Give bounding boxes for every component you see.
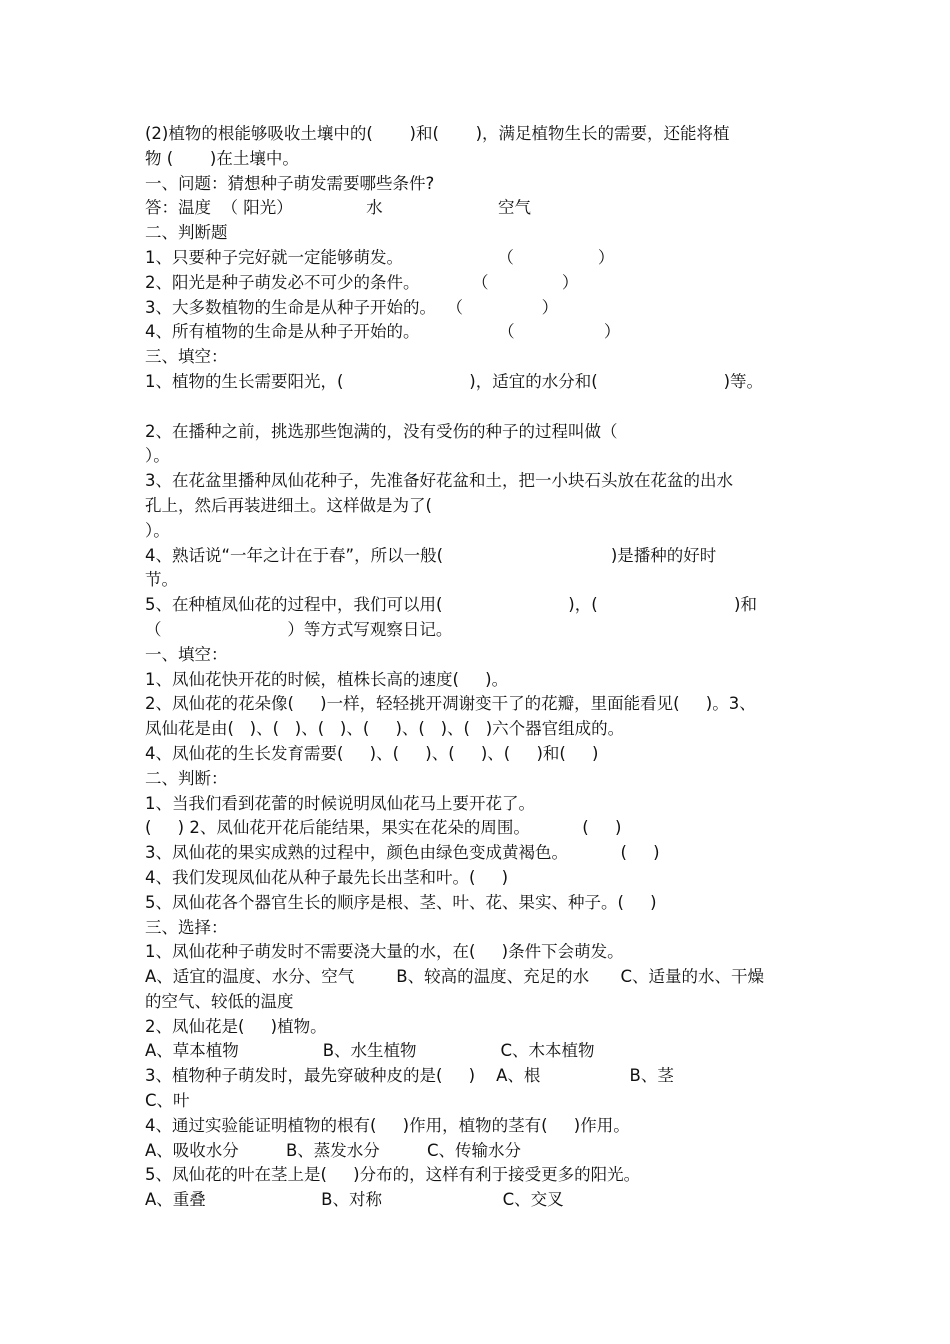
blank-spacer <box>145 395 835 420</box>
section-heading: 一、填空： <box>145 644 228 664</box>
choice-options: A、适宜的温度、水分、空气 B、较高的温度、充足的水 C、适量的水、干燥 <box>145 967 765 987</box>
text-line: 凤仙花是由( )、( )、( )、( )、( )、( )六个器官组成的。 <box>145 719 625 739</box>
fill-blank-item: 4、凤仙花的生长发育需要( )、( )、( )、( )和( ) <box>145 743 599 763</box>
fill-blank-item: 3、在花盆里播种凤仙花种子，先准备好花盆和土，把一小块石头放在花盆的出水 <box>145 471 733 491</box>
worksheet-content <box>145 122 835 1213</box>
judgment-item: 3、大多数植物的生命是从种子开始的。 （ ） <box>145 297 559 317</box>
choice-options: 的空气、较低的温度 <box>145 991 294 1011</box>
choice-question: 2、凤仙花是( )植物。 <box>145 1016 327 1036</box>
text-line: ）。 <box>145 446 170 466</box>
choice-question: 1、凤仙花种子萌发时不需要浇大量的水，在( )条件下会萌发。 <box>145 942 624 962</box>
fill-blank-item: 1、凤仙花快开花的时候，植株长高的速度( )。 <box>145 669 509 689</box>
judgment-item: 2、阳光是种子萌发必不可少的条件。 （ ） <box>145 272 579 292</box>
judgment-item: 4、我们发现凤仙花从种子最先长出茎和叶。( ) <box>145 867 509 887</box>
text-line: 物 ( )在土壤中。 <box>145 148 299 168</box>
text-line: ）。 <box>145 520 170 540</box>
text-line: 节。 <box>145 570 178 590</box>
fill-blank-item: 2、凤仙花的花朵像( )一样，轻轻挑开凋谢变干了的花瓣，里面能看见( )。3、 <box>145 694 756 714</box>
text-line: （ ）等方式写观察日记。 <box>145 619 453 639</box>
judgment-item: 1、当我们看到花蕾的时候说明凤仙花马上要开花了。 <box>145 793 535 813</box>
fill-blank-item: 4、熟话说“一年之计在于春”，所以一般( )是播种的好时 <box>145 545 717 565</box>
judgment-item: 1、只要种子完好就一定能够萌发。 （ ） <box>145 247 615 267</box>
text-line: (2)植物的根能够吸收土壤中的( )和( )，满足植物生长的需要，还能将植 <box>145 124 730 143</box>
choice-question: 3、植物种子萌发时，最先穿破种皮的是( ) A、根 B、茎 <box>145 1066 674 1086</box>
fill-blank-item: 1、植物的生长需要阳光，( )，适宜的水分和( )等。 <box>145 371 764 391</box>
section-heading: 一、问题：猜想种子萌发需要哪些条件? <box>145 173 435 193</box>
judgment-item: 4、所有植物的生命是从种子开始的。 （ ） <box>145 322 621 342</box>
choice-options: A、重叠 B、对称 C、交叉 <box>145 1190 564 1210</box>
judgment-item: 5、凤仙花各个器官生长的顺序是根、茎、叶、花、果实、种子。( ) <box>145 892 657 912</box>
choice-options: A、吸收水分 B、蒸发水分 C、传输水分 <box>145 1140 522 1160</box>
judgment-item: 3、凤仙花的果实成熟的过程中，颜色由绿色变成黄褐色。 ( ) <box>145 843 660 863</box>
fill-blank-item: 5、在种植凤仙花的过程中，我们可以用( )，( )和 <box>145 595 757 615</box>
text-line: 孔上，然后再装进细土。这样做是为了( <box>145 495 432 515</box>
choice-question: 5、凤仙花的叶在茎上是( )分布的，这样有利于接受更多的阳光。 <box>145 1165 641 1185</box>
text-line: 答：温度 （ 阳光） 水 空气 <box>145 198 532 218</box>
choice-options: C、叶 <box>145 1091 190 1111</box>
section-heading: 二、判断： <box>145 768 228 788</box>
section-heading: 二、判断题 <box>145 223 228 243</box>
section-heading: 三、选择： <box>145 917 228 937</box>
section-heading: 三、填空： <box>145 347 228 367</box>
choice-question: 4、通过实验能证明植物的根有( )作用，植物的茎有( )作用。 <box>145 1115 630 1135</box>
choice-options: A、草本植物 B、水生植物 C、木本植物 <box>145 1041 595 1061</box>
judgment-item: ( ) 2、凤仙花开花后能结果，果实在花朵的周围。 ( ) <box>145 818 622 838</box>
fill-blank-item: 2、在播种之前，挑选那些饱满的，没有受伤的种子的过程叫做（ <box>145 421 618 441</box>
